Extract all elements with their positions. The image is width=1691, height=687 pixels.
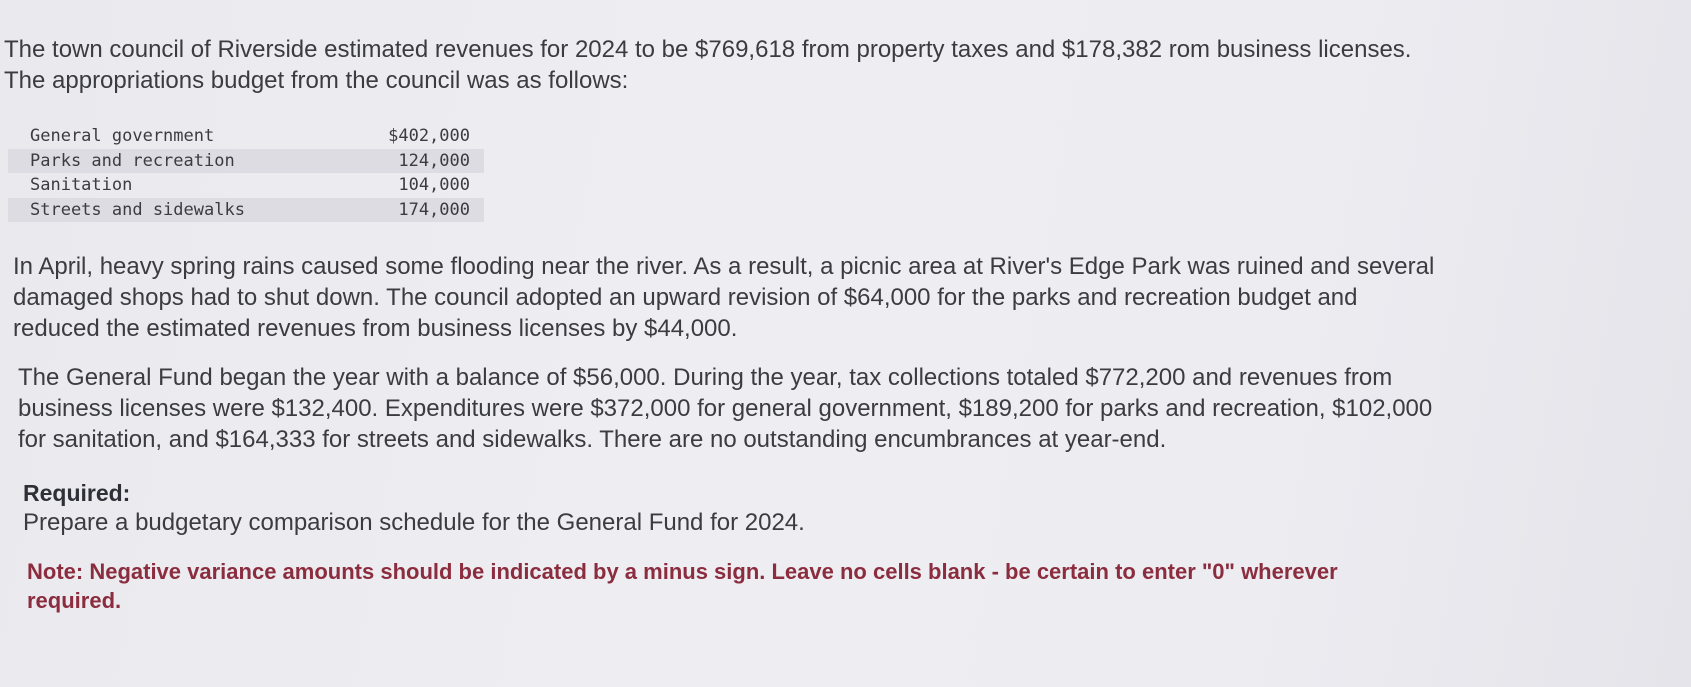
- appropriation-label: Parks and recreation: [30, 150, 235, 171]
- table-row: [8, 149, 484, 174]
- appropriations-table: [8, 124, 484, 222]
- general-fund-paragraph: [18, 362, 1432, 455]
- flood-line-2: damaged shops had to shut down. The council adopted an upward revision of $64,000 for the parks and recreation budget and: [13, 284, 1358, 311]
- flood-paragraph: [13, 251, 1434, 344]
- note-text: [27, 557, 1338, 615]
- note-line-2: required.: [27, 588, 122, 613]
- appropriation-label: General government: [30, 126, 215, 146]
- appropriation-amount: 124,000: [398, 150, 470, 171]
- appropriation-label: Streets and sidewalks: [30, 199, 245, 220]
- required-text: Prepare a budgetary comparison schedule for the General Fund for 2024.: [23, 509, 805, 536]
- appropriation-label: Sanitation: [30, 175, 133, 195]
- required-heading: Required:: [23, 480, 131, 506]
- general-fund-line-1: The General Fund began the year with a balance of $56,000. During the year, tax collections totaled $772,200 and revenues from: [18, 364, 1393, 391]
- appropriation-amount: $402,000: [388, 126, 470, 146]
- general-fund-line-2: business licenses were $132,400. Expenditures were $372,000 for general government, $189,200 for parks and recreation, $102,000: [18, 395, 1433, 422]
- table-row: [8, 124, 484, 149]
- intro-line-1: The town council of Riverside estimated revenues for 2024 to be $769,618 from property taxes and $178,382 rom business licenses.: [4, 36, 1412, 63]
- flood-line-3: reduced the estimated revenues from business licenses by $44,000.: [13, 315, 738, 342]
- table-row: [8, 198, 484, 223]
- table-row: [8, 173, 484, 198]
- appropriation-amount: 174,000: [398, 199, 470, 220]
- flood-line-1: In April, heavy spring rains caused some flooding near the river. As a result, a picnic area at River's Edge Park was ruined and several: [13, 253, 1435, 280]
- general-fund-line-3: for sanitation, and $164,333 for streets and sidewalks. There are no outstanding encumbrances at year-end.: [18, 426, 1167, 453]
- intro-paragraph: [4, 34, 1411, 96]
- intro-line-2: The appropriations budget from the council was as follows:: [4, 67, 629, 94]
- note-line-1: Note: Negative variance amounts should be indicated by a minus sign. Leave no cells blank - be certain to enter "0" wherever: [27, 559, 1338, 584]
- appropriation-amount: 104,000: [398, 175, 470, 195]
